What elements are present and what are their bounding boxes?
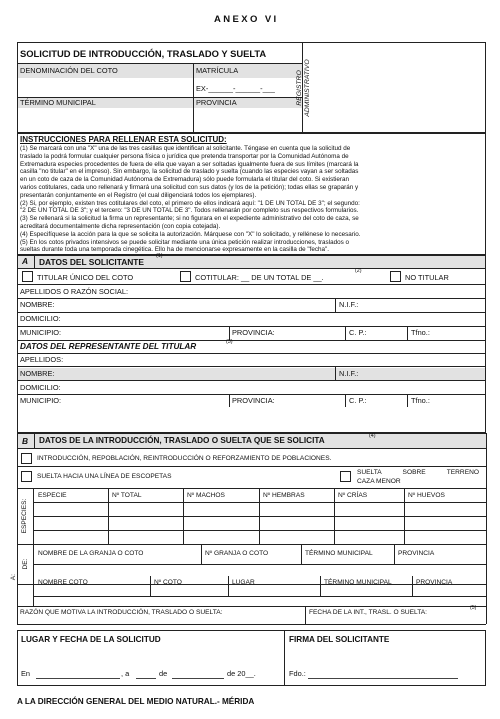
section-a-title: DATOS DEL SOLICITANTE: [39, 257, 144, 267]
rep-tfno-label: Tfno.:: [411, 396, 430, 405]
registro-administrativo: REGISTRO ADMINISTRATIVO: [296, 59, 311, 117]
rep-cp-label: C. P.:: [349, 396, 367, 405]
de-side-label: DE:: [22, 558, 29, 570]
section-b-note: (4): [369, 433, 376, 439]
cotitular-label: COTITULAR: __ DE UN TOTAL DE __.: [195, 273, 324, 282]
year-label: de 20__.: [227, 669, 256, 678]
col-huevos: Nº HUEVOS: [408, 492, 445, 499]
razon-label: RAZÓN QUE MOTIVA LA INTRODUCCIÓN, TRASLADO O SUELTA:: [20, 609, 223, 616]
instruction-line: Extremadura especies procedentes de fuera de ella que vayan a ser soltadas igualmente fuera de sus límites (marcará la: [20, 160, 359, 168]
col-machos: Nº MACHOS: [187, 492, 225, 499]
denominacion-label: DENOMINACIÓN DEL COTO: [20, 66, 118, 75]
a-label: , a: [121, 669, 130, 678]
option-terreno-label: SUELTA SOBRE TERRENO: [357, 469, 479, 476]
footer-destination: A LA DIRECCIÓN GENERAL DEL MEDIO NATURAL.- MÉRIDA: [17, 697, 255, 706]
rep-municipio-label: MUNICIPIO:: [20, 396, 62, 405]
fecha-note: (5): [470, 605, 477, 611]
instruction-line: (2) Si, por ejemplo, existen tres cotitulares del coto, el primero de ellos indicará aquí: "1 DE UN TOTAL DE 3"; el segundo:: [20, 199, 360, 207]
cotitular-note: (2): [355, 268, 362, 274]
provincia-label: PROVINCIA: [196, 98, 237, 107]
col-crias: Nº CRÍAS: [338, 492, 368, 499]
fdo-field[interactable]: [308, 678, 458, 679]
instruction-line: en un coto de caza de la Comunidad Autónoma de Extremadura) sólo puede formularla el titular del coto. Si existieran: [20, 176, 350, 184]
instruction-line: sueltas durante toda una temporada cinegética. Ello ha de mencionarse expresamente en la casilla de "fecha".: [20, 246, 330, 254]
firma-title: FIRMA DEL SOLICITANTE: [289, 635, 390, 644]
rep-nombre-label: NOMBRE:: [20, 369, 55, 378]
instruction-line: varios cotitulares, cada uno rellenará y firmará una solicitud con sus datos (y los de la petición); todas ellas se graparán y: [20, 183, 359, 191]
especies-side-label: ESPECIES:: [21, 498, 28, 534]
provincia-label: PROVINCIA:: [232, 328, 275, 337]
domicilio-label: DOMICILIO:: [20, 314, 61, 323]
lugar-fecha-title: LUGAR Y FECHA DE LA SOLICITUD: [21, 635, 161, 644]
rep-provincia-label: PROVINCIA:: [232, 396, 275, 405]
instruction-line: casilla "no titular" en el impreso). Sin embargo, la solicitud de traslado y suelta (cuando las especies vayan a ser soltadas: [20, 168, 359, 176]
a-col-numero: Nº COTO: [154, 579, 182, 586]
a-col-lugar: LUGAR: [232, 579, 255, 586]
rep-apellidos-label: APELLIDOS:: [20, 355, 64, 364]
de-col-numero: Nº GRANJA O COTO: [205, 550, 269, 557]
a-col-provincia: PROVINCIA: [416, 579, 453, 586]
rep-nif-label: N.I.F.:: [339, 369, 359, 378]
instructions-text: [20, 145, 482, 254]
matricula-label: MATRÍCULA: [196, 66, 239, 75]
option-terreno-checkbox[interactable]: [340, 471, 351, 482]
de-col-provincia: PROVINCIA: [398, 550, 435, 557]
no-titular-label: NO TITULAR: [405, 273, 449, 282]
de-col-nombre: NOMBRE DE LA GRANJA O COTO: [38, 550, 144, 557]
section-b-letter: B: [22, 436, 29, 446]
section-b-title: DATOS DE LA INTRODUCCIÓN, TRASLADO O SUELTA QUE SE SOLICITA: [39, 436, 325, 445]
option-escopetas-checkbox[interactable]: [21, 471, 32, 482]
option-terreno-label-2: CAZA MENOR: [357, 478, 401, 485]
nif-label: N.I.F.:: [339, 300, 359, 309]
termino-label: TÉRMINO MUNICIPAL: [20, 98, 96, 107]
fdo-label: Fdo.:: [289, 669, 306, 678]
rep-domicilio-label: DOMICILIO:: [20, 383, 61, 392]
section-a-note: (1): [156, 253, 163, 259]
col-hembras: Nº HEMBRAS: [263, 492, 305, 499]
instruction-line: (4) Especifíquese la acción para la que se solicita la autorización. Márquese con "X" lo solicitado, y rellénese lo necesario.: [20, 230, 361, 238]
no-titular-checkbox[interactable]: [390, 271, 401, 282]
day-field[interactable]: [136, 678, 156, 679]
a-side-label: A:: [10, 574, 17, 581]
apellidos-razon-label: APELLIDOS O RAZÓN SOCIAL:: [20, 287, 129, 296]
de-label: de: [159, 669, 168, 678]
option-escopetas-label: SUELTA HACIA UNA LÍNEA DE ESCOPETAS: [37, 473, 172, 480]
instructions-title: INSTRUCCIONES PARA RELLENAR ESTA SOLICITUD:: [20, 135, 227, 144]
de-col-termino: TÉRMINO MUNICIPAL: [305, 550, 373, 557]
titular-unico-checkbox[interactable]: [22, 271, 33, 282]
option-introduccion-label: INTRODUCCIÓN, REPOBLACIÓN, REINTRODUCCIÓN O REFORZAMIENTO DE POBLACIONES.: [37, 455, 332, 462]
tfno-label: Tfno.:: [411, 328, 430, 337]
fecha-label: FECHA DE LA INT., TRASL. O SUELTA:: [309, 609, 427, 616]
annex-title: ANEXO VI: [214, 14, 279, 25]
instruction-line: (1) Se marcará con una "X" una de las tres casillas que identifican al solicitante. Téngase en cuenta que la solicitud de: [20, 145, 351, 152]
col-especie: ESPECIE: [38, 492, 67, 499]
month-field[interactable]: [172, 678, 224, 679]
matricula-format[interactable]: EX-______-______-___: [196, 84, 275, 93]
nombre-label: NOMBRE:: [20, 300, 55, 309]
instruction-line: acreditará documentalmente dicha representación (con copia cotejada).: [20, 222, 221, 230]
cotitular-checkbox[interactable]: [180, 271, 191, 282]
col-total: Nº TOTAL: [112, 492, 142, 499]
en-field[interactable]: [36, 678, 120, 679]
instruction-line: presentarán conjuntamente en el Registro (el cual diligenciará todos los ejemplares).: [20, 191, 257, 199]
instruction-line: (3) Se rellenará si la solicitud la firma un representante; si no figurara en el expediente administrativo del coto de caza, se: [20, 215, 359, 223]
option-introduccion-checkbox[interactable]: [21, 453, 32, 464]
representante-title: DATOS DEL REPRESENTANTE DEL TITULAR: [20, 342, 197, 351]
instruction-line: traslado la podrá formular cualquier persona física o jurídica que pretenda transportar por la Comunidad Autónoma de: [20, 152, 349, 160]
a-col-termino: TÉRMINO MUNICIPAL: [324, 579, 392, 586]
municipio-label: MUNICIPIO:: [20, 328, 62, 337]
instruction-line: "2 DE UN TOTAL DE 3"; y el tercero: "3 DE UN TOTAL DE 3". Todos rellenarán por completo sus respectivos formularios.: [20, 207, 359, 215]
form-title: SOLICITUD DE INTRODUCCIÓN, TRASLADO Y SUELTA: [20, 48, 267, 59]
section-a-letter: A: [22, 256, 29, 266]
representante-note: (3): [226, 339, 233, 345]
en-label: En: [21, 669, 31, 678]
cp-label: C. P.:: [349, 328, 367, 337]
instruction-line: (5) En los cotos privados intensivos se puede solicitar mediante una única petición realizar introducciones, traslados o: [20, 238, 350, 246]
a-col-nombre: NOMBRE COTO: [38, 579, 88, 586]
titular-unico-label: TITULAR ÚNICO DEL COTO: [37, 273, 134, 282]
